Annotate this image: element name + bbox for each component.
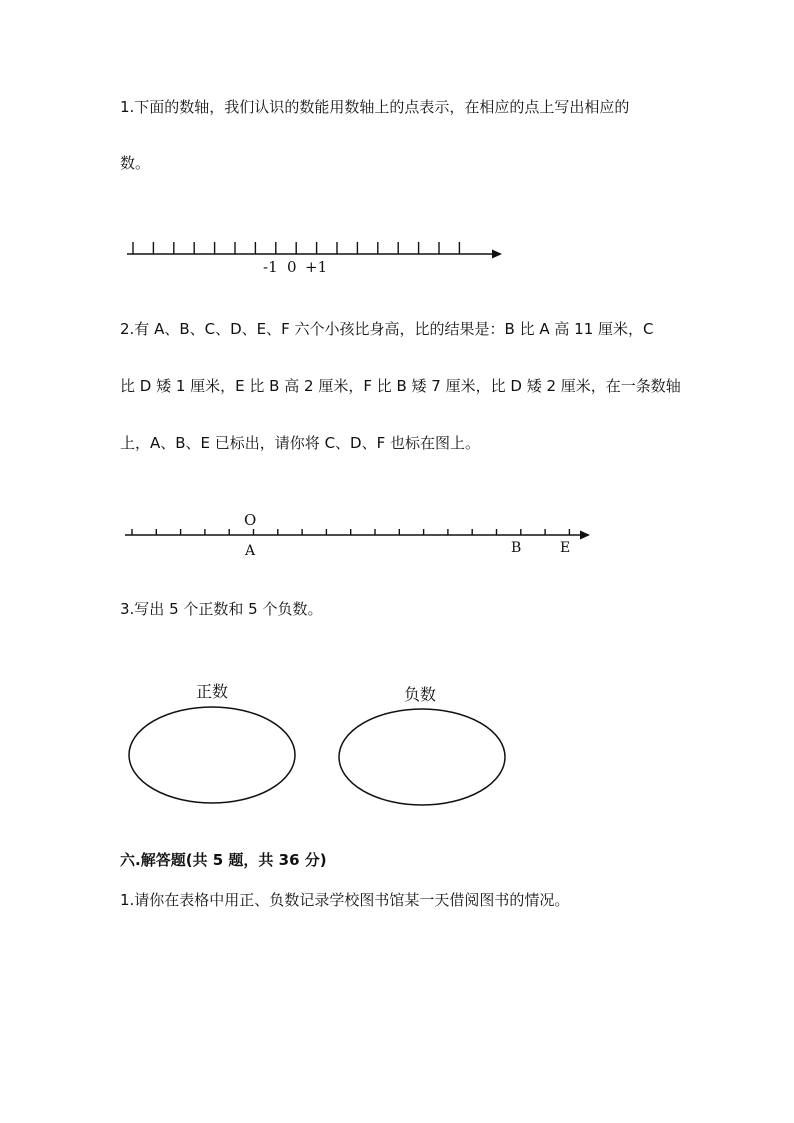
- q2-number-line: [125, 511, 590, 559]
- q2-axis-arrow: [580, 531, 590, 540]
- q2-text-line2: 比 D 矮 1 厘米，E 比 B 高 2 厘米，F 比 B 矮 7 厘米，比 D 矮 2 厘米，在一条数轴: [120, 377, 681, 395]
- positive-set-ellipse: [129, 707, 295, 803]
- section6-heading: 六.解答题(共 5 题，共 36 分): [120, 851, 327, 869]
- q1-label-plus1: +1: [305, 258, 328, 276]
- q1-label-minus1: -1: [263, 258, 278, 276]
- q2-point-a-label: A: [245, 543, 256, 559]
- q1-ticks: [133, 242, 459, 254]
- q3-sets: [129, 682, 505, 805]
- q2-point-e-label: E: [560, 540, 571, 556]
- q1-text-line2: 数。: [120, 154, 151, 172]
- q1-text-line1: 1.下面的数轴，我们认识的数能用数轴上的点表示，在相应的点上写出相应的: [120, 98, 630, 116]
- q2-text-line1: 2.有 A、B、C、D、E、F 六个小孩比身高，比的结果是：B 比 A 高 11 厘米，C: [120, 320, 654, 338]
- q2-text-line3: 上，A、B、E 已标出，请你将 C、D、F 也标在图上。: [120, 434, 480, 452]
- positive-set-label: 正数: [196, 682, 229, 701]
- negative-set-label: 负数: [404, 685, 437, 704]
- negative-set-ellipse: [339, 709, 505, 805]
- q2-point-b-label: B: [511, 540, 522, 556]
- q3-text: 3.写出 5 个正数和 5 个负数。: [120, 600, 323, 618]
- q1-label-zero: 0: [287, 258, 297, 276]
- section6-q1-text: 1.请你在表格中用正、负数记录学校图书馆某一天借阅图书的情况。: [120, 891, 570, 909]
- q2-ticks: [132, 529, 569, 535]
- q2-origin-label: O: [244, 511, 257, 529]
- q1-axis-arrow: [492, 250, 502, 259]
- q1-number-line: [127, 242, 502, 276]
